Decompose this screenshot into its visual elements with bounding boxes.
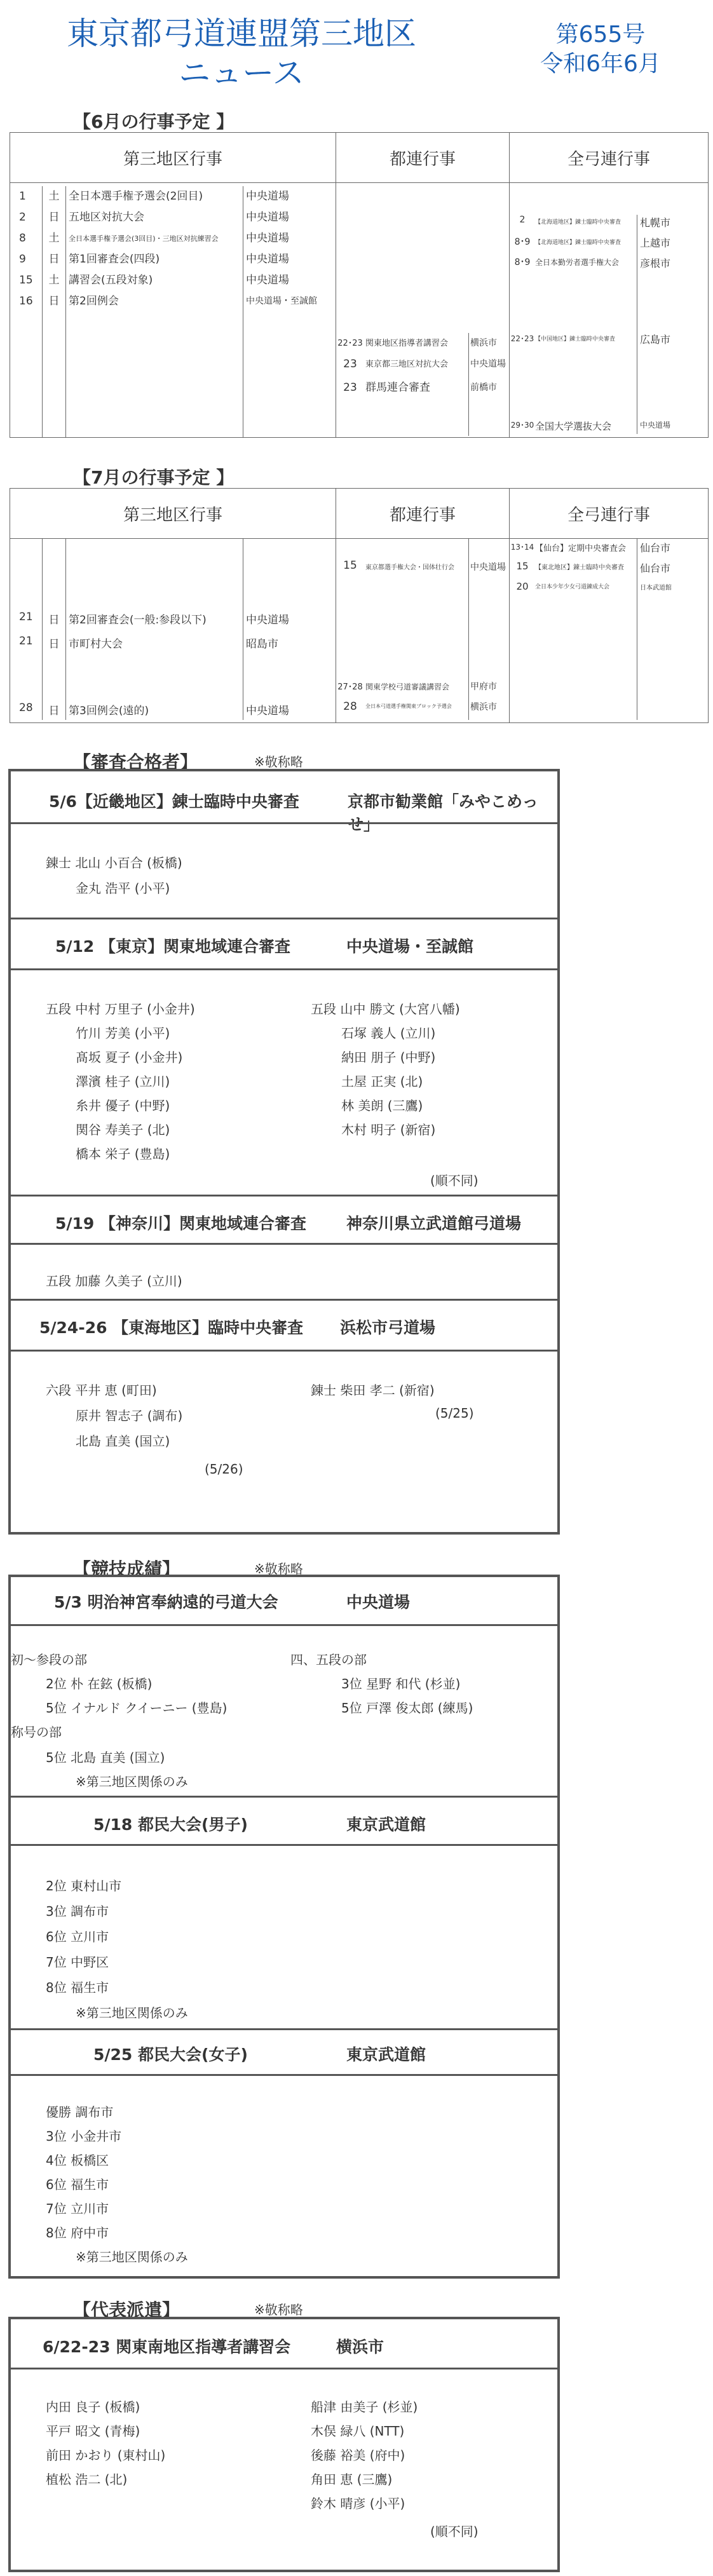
- shinsa-s1-line: 錬士 北山 小百合 (板橋): [46, 855, 182, 871]
- june-zenkyu-place: 広島市: [640, 334, 671, 346]
- kyogi-k1-left: ※第三地区関係のみ: [76, 1774, 188, 1789]
- kyogi-k2-line: ※第三地区関係のみ: [76, 2005, 188, 2021]
- shinsa-heading: 【審査合格者】: [73, 752, 198, 773]
- june-event: 五地区対抗大会: [69, 211, 144, 224]
- divider: [11, 968, 557, 970]
- june-day: 1: [19, 190, 26, 203]
- shinsa-s2-left: 関谷 寿美子 (北): [76, 1122, 170, 1137]
- haken-heading: 【代表派遣】: [73, 2300, 180, 2321]
- haken-right: 後藤 裕美 (府中): [311, 2448, 405, 2463]
- kyogi-k3-line: 8位 府中市: [46, 2225, 109, 2240]
- june-event: 第1回審査会(四段): [69, 253, 160, 266]
- june-zenkyu-dates: [510, 215, 535, 434]
- shinsa-s2-right: 林 美朗 (三鷹): [341, 1098, 423, 1113]
- july-event: 市町村大会: [69, 638, 123, 651]
- divider: [11, 2028, 557, 2030]
- june-place: 中央道場: [246, 190, 289, 203]
- july-zenkyu-places: [637, 539, 708, 720]
- kyogi-k2-line: 3位 調布市: [46, 1904, 109, 1919]
- june-day: 15: [19, 274, 33, 287]
- july-zenkyu-event: 【仙台】定期中央審査会: [535, 544, 627, 553]
- june-zenkyu-event: 全日本勤労者選手権大会: [535, 258, 620, 267]
- shinsa-s1-title: 5/6【近畿地区】錬士臨時中央審査: [49, 792, 299, 811]
- june-dow: 土: [48, 274, 60, 287]
- june-zenkyu-place: 上越市: [640, 237, 671, 249]
- june-toren-place: 中央道場: [470, 359, 506, 369]
- shinsa-s4-left-date: (5/26): [205, 1461, 243, 1477]
- june-dow: 土: [48, 190, 60, 203]
- shinsa-s3-line: 五段 加藤 久美子 (立川): [46, 1273, 182, 1289]
- kyogi-k1-right: 5位 戸澤 俊太郎 (練馬): [341, 1700, 473, 1716]
- issue-block: [534, 20, 667, 79]
- shinsa-note: ※敬称略: [254, 754, 303, 769]
- shinsa-s4-left: 北島 直美 (国立): [76, 1434, 170, 1449]
- issue-date: 令和6年6月: [540, 51, 661, 77]
- shinsa-s4-right: 錬士 柴田 孝二 (新宿): [311, 1383, 435, 1398]
- kyogi-k1-left: 初～参段の部: [11, 1652, 87, 1667]
- kyogi-k3-line: 4位 板橋区: [46, 2153, 109, 2168]
- june-dow: 日: [48, 253, 60, 266]
- kyogi-k2-line: 7位 中野区: [46, 1955, 109, 1970]
- july-zenkyu-dates: [510, 539, 535, 720]
- june-event: 講習会(五段対象): [69, 274, 153, 287]
- title-line-1: 東京都弓道連盟第三地区: [67, 15, 416, 52]
- june-zenkyu-date: 22･23: [510, 334, 534, 343]
- divider: [11, 2074, 557, 2076]
- haken-right: 船津 由美子 (杉並): [311, 2399, 418, 2415]
- june-day: 9: [19, 253, 26, 266]
- july-zenkyu-place: 日本武道館: [640, 585, 672, 592]
- june-toren-place: 横浜市: [470, 338, 497, 348]
- july-zenkyu-place: 仙台市: [640, 562, 671, 574]
- july-zenkyu-events: [535, 539, 637, 720]
- kyogi-k2-venue: 東京武道館: [346, 1815, 426, 1834]
- shinsa-s2-right: 木村 明子 (新宿): [341, 1122, 436, 1137]
- june-zenkyu-date: 8･9: [514, 257, 531, 268]
- july-toren-dates: [336, 539, 364, 720]
- june-toren-event: 東京都三地区対抗大会: [365, 360, 449, 369]
- july-toren-date: 27･28: [337, 682, 363, 692]
- june-zenkyu-place: 中央道場: [640, 421, 671, 430]
- divider: [11, 1195, 557, 1196]
- july-col-toren: 都連行事: [336, 489, 510, 539]
- june-col-zenkyu: 全弓連行事: [510, 133, 709, 183]
- june-toren-places: [468, 333, 506, 436]
- july-dow: 日: [48, 614, 60, 627]
- shinsa-s2-right: 納田 朋子 (中野): [341, 1050, 436, 1065]
- july-day: 28: [19, 702, 33, 714]
- june-day: 16: [19, 295, 33, 308]
- july-zenkyu-event: 【東北地区】錬士臨時中央審査: [535, 564, 624, 571]
- june-toren-event: 関東地区指導者講習会: [365, 339, 449, 348]
- july-toren-place: 横浜市: [470, 702, 497, 712]
- july-chiku-dows: [42, 539, 66, 720]
- shinsa-s2-left: 五段 中村 万里子 (小金井): [46, 1001, 195, 1017]
- july-heading: 【7月の行事予定 】: [73, 467, 234, 488]
- kyogi-k2-title: 5/18 都民大会(男子): [93, 1815, 248, 1834]
- june-schedule-table: [10, 132, 709, 438]
- kyogi-k2-line: 6位 立川市: [46, 1929, 109, 1944]
- shinsa-s4-right-date: (5/25): [435, 1406, 474, 1421]
- kyogi-k2-line: 2位 東村山市: [46, 1878, 122, 1894]
- june-place: 中央道場・至誠館: [246, 296, 317, 306]
- kyogi-k1-left: 称号の部: [11, 1725, 62, 1740]
- june-dow: 土: [48, 232, 60, 245]
- june-toren-events: [364, 333, 468, 436]
- june-event: 全日本選手権予選会(3回目)・三地区対抗練習会: [69, 234, 219, 243]
- june-zenkyu-place: 札幌市: [640, 217, 671, 229]
- july-day: 21: [19, 611, 33, 623]
- divider: [11, 1796, 557, 1798]
- july-zenkyu-cell: [510, 539, 709, 723]
- haken-order: (順不同): [430, 2524, 479, 2539]
- kyogi-k1-left: 2位 朴 在鉉 (板橋): [46, 1676, 153, 1691]
- june-chiku-events: [66, 186, 243, 437]
- shinsa-s4-venue: 浜松市弓道場: [340, 1319, 436, 1337]
- haken-left: 前田 かおり (東村山): [46, 2448, 166, 2463]
- divider: [11, 2368, 557, 2369]
- shinsa-s2-left: 髙坂 夏子 (小金井): [76, 1050, 183, 1065]
- haken-venue: 横浜市: [336, 2338, 384, 2356]
- shinsa-s4-left: 六段 平井 恵 (町田): [46, 1383, 157, 1398]
- june-place: 中央道場: [246, 232, 289, 245]
- june-toren-date: 23: [343, 381, 357, 394]
- july-toren-place: 甲府市: [470, 682, 497, 692]
- haken-right: 木俣 緑八 (NTT): [311, 2423, 405, 2439]
- kyogi-k3-venue: 東京武道館: [346, 2045, 426, 2064]
- july-col-chiku: 第三地区行事: [10, 489, 336, 539]
- kyogi-k3-line: 3位 小金井市: [46, 2129, 122, 2144]
- june-toren-dates: [336, 333, 364, 436]
- june-zenkyu-date: 29･30: [510, 421, 534, 430]
- july-col-zenkyu: 全弓連行事: [510, 489, 709, 539]
- july-chiku-cell: [10, 539, 336, 723]
- july-zenkyu-date: 20: [516, 581, 529, 592]
- july-chiku-events: [66, 539, 243, 720]
- july-zenkyu-date: 13･14: [510, 543, 534, 552]
- divider: [11, 1299, 557, 1301]
- shinsa-s2-left: 澤濱 桂子 (立川): [76, 1074, 170, 1089]
- haken-note: ※敬称略: [254, 2302, 303, 2317]
- shinsa-s1-venue: 京都市勧業館「みやこめっせ」: [348, 792, 538, 834]
- june-zenkyu-event: 【中国地区】錬士臨時中央審査: [535, 336, 616, 342]
- july-dow: 日: [48, 638, 60, 651]
- june-col-chiku: 第三地区行事: [10, 133, 336, 183]
- july-toren-place: 中央道場: [470, 562, 506, 573]
- haken-right: 鈴木 晴彦 (小平): [311, 2496, 405, 2511]
- shinsa-s2-right: 石塚 義人 (立川): [341, 1026, 436, 1041]
- kyogi-k1-left: 5位 イナルド クイーニー (豊島): [46, 1700, 227, 1716]
- title-line-2: ニュース: [179, 55, 304, 92]
- haken-title: 6/22-23 関東南地区指導者講習会: [43, 2338, 291, 2356]
- kyogi-k2-line: 8位 福生市: [46, 1980, 109, 1995]
- july-toren-cell: [336, 539, 510, 723]
- june-place: 中央道場: [246, 274, 289, 287]
- june-zenkyu-event: 全国大学選抜大会: [535, 421, 612, 432]
- june-chiku-cell: [10, 183, 336, 438]
- kyogi-k1-venue: 中央道場: [346, 1593, 411, 1611]
- kyogi-k1-right: 四、五段の部: [290, 1652, 367, 1667]
- july-toren-event: 関東学校弓道審議講習会: [365, 682, 450, 691]
- june-chiku-places: [243, 186, 317, 437]
- june-toren-date: 23: [343, 358, 357, 370]
- shinsa-s2-left: 糸井 優子 (中野): [76, 1098, 170, 1113]
- june-zenkyu-date: 2: [519, 215, 526, 225]
- shinsa-box: [8, 769, 560, 1535]
- issue-number: 第655号: [555, 22, 646, 48]
- july-event: 第3回例会(遠的): [69, 705, 149, 717]
- shinsa-s3-venue: 神奈川県立武道館弓道場: [346, 1214, 522, 1233]
- july-dow: 日: [48, 705, 60, 717]
- shinsa-s2-title: 5/12 【東京】関東地域連合審査: [55, 937, 291, 956]
- june-zenkyu-places: [637, 215, 708, 434]
- shinsa-s2-right: 土屋 正実 (北): [341, 1074, 423, 1089]
- divider: [11, 1844, 557, 1846]
- kyogi-k1-title: 5/3 明治神宮奉納遠的弓道大会: [54, 1593, 278, 1611]
- july-day: 21: [19, 635, 33, 647]
- haken-left: 平戸 昭文 (青梅): [46, 2423, 140, 2439]
- june-chiku-dows: [42, 186, 66, 437]
- june-heading: 【6月の行事予定 】: [73, 111, 234, 132]
- june-place: 中央道場: [246, 253, 289, 266]
- divider: [11, 1243, 557, 1245]
- july-zenkyu-date: 15: [516, 560, 529, 572]
- shinsa-s2-right: 五段 山中 勝文 (大宮八幡): [311, 1001, 460, 1017]
- june-zenkyu-place: 彦根市: [640, 257, 671, 269]
- july-chiku-days: [10, 539, 42, 720]
- july-place: 中央道場: [246, 614, 289, 627]
- july-schedule-table: [10, 488, 709, 723]
- haken-right: 角田 恵 (三鷹): [311, 2472, 393, 2487]
- june-place: 中央道場: [246, 211, 289, 224]
- june-chiku-days: [10, 186, 42, 437]
- kyogi-box: [8, 1575, 560, 2279]
- haken-box: [8, 2317, 560, 2572]
- haken-left: 植松 浩二 (北): [46, 2472, 128, 2487]
- kyogi-k3-line: 優勝 調布市: [46, 2105, 114, 2120]
- june-zenkyu-event: 【北海道地区】錬士臨時中央審査: [535, 219, 621, 226]
- june-zenkyu-event: 【北海道地区】錬士臨時中央審査: [535, 240, 621, 246]
- kyogi-k3-line: ※第三地区関係のみ: [76, 2249, 188, 2265]
- june-event: 第2回例会: [69, 295, 119, 308]
- june-zenkyu-events: [535, 215, 637, 434]
- kyogi-note: ※敬称略: [254, 1561, 303, 1576]
- june-toren-place: 前橋市: [470, 383, 497, 393]
- june-day: 2: [19, 211, 26, 224]
- june-dow: 日: [48, 211, 60, 224]
- kyogi-k1-left: 5位 北島 直美 (国立): [46, 1750, 165, 1765]
- july-toren-date: 28: [343, 700, 357, 713]
- june-zenkyu-date: 8･9: [514, 237, 531, 247]
- june-dow: 日: [48, 295, 60, 308]
- divider: [11, 1624, 557, 1626]
- shinsa-s2-order: (順不同): [430, 1173, 479, 1188]
- shinsa-s4-left: 原井 智志子 (調布): [76, 1408, 183, 1423]
- newsletter-title: [44, 14, 438, 93]
- july-toren-events: [364, 539, 468, 720]
- july-chiku-places: [243, 539, 336, 720]
- shinsa-s2-left: 橋本 栄子 (豊島): [76, 1146, 170, 1162]
- july-place: 中央道場: [246, 705, 289, 717]
- kyogi-k3-line: 7位 立川市: [46, 2201, 109, 2216]
- kyogi-heading: 【競技成績】: [73, 1559, 180, 1580]
- kyogi-k3-line: 6位 福生市: [46, 2177, 109, 2192]
- june-zenkyu-cell: [510, 183, 709, 438]
- july-toren-event: 全日本弓道選手権関東ブロック予選会: [365, 703, 452, 709]
- june-toren-event: 群馬連合審査: [365, 381, 430, 394]
- june-toren-date: 22･23: [337, 339, 363, 348]
- july-toren-places: [468, 539, 509, 720]
- divider: [11, 1350, 557, 1352]
- kyogi-k1-right: 3位 星野 和代 (杉並): [341, 1676, 461, 1691]
- july-toren-event: 東京都選手権大会・国体壮行会: [365, 564, 454, 571]
- july-place: 昭島市: [246, 638, 278, 651]
- june-day: 8: [19, 232, 26, 245]
- shinsa-s1-line: 金丸 浩平 (小平): [76, 881, 170, 896]
- divider: [11, 822, 557, 824]
- june-toren-cell: [336, 183, 510, 438]
- july-zenkyu-place: 仙台市: [640, 542, 671, 554]
- june-col-toren: 都連行事: [336, 133, 510, 183]
- kyogi-k3-title: 5/25 都民大会(女子): [93, 2045, 248, 2064]
- july-zenkyu-event: 全日本少年少女弓道錬成大会: [535, 584, 610, 590]
- shinsa-s3-title: 5/19 【神奈川】関東地域連合審査: [55, 1214, 307, 1233]
- july-toren-date: 15: [343, 559, 357, 572]
- july-event: 第2回審査会(一般:参段以下): [69, 614, 207, 627]
- haken-left: 内田 良子 (板橋): [46, 2399, 140, 2415]
- shinsa-s4-title: 5/24-26 【東海地区】臨時中央審査: [39, 1319, 304, 1337]
- shinsa-s2-venue: 中央道場・至誠館: [346, 937, 474, 956]
- shinsa-s2-left: 竹川 芳美 (小平): [76, 1026, 170, 1041]
- divider: [11, 918, 557, 919]
- june-event: 全日本選手権予選会(2回目): [69, 190, 203, 203]
